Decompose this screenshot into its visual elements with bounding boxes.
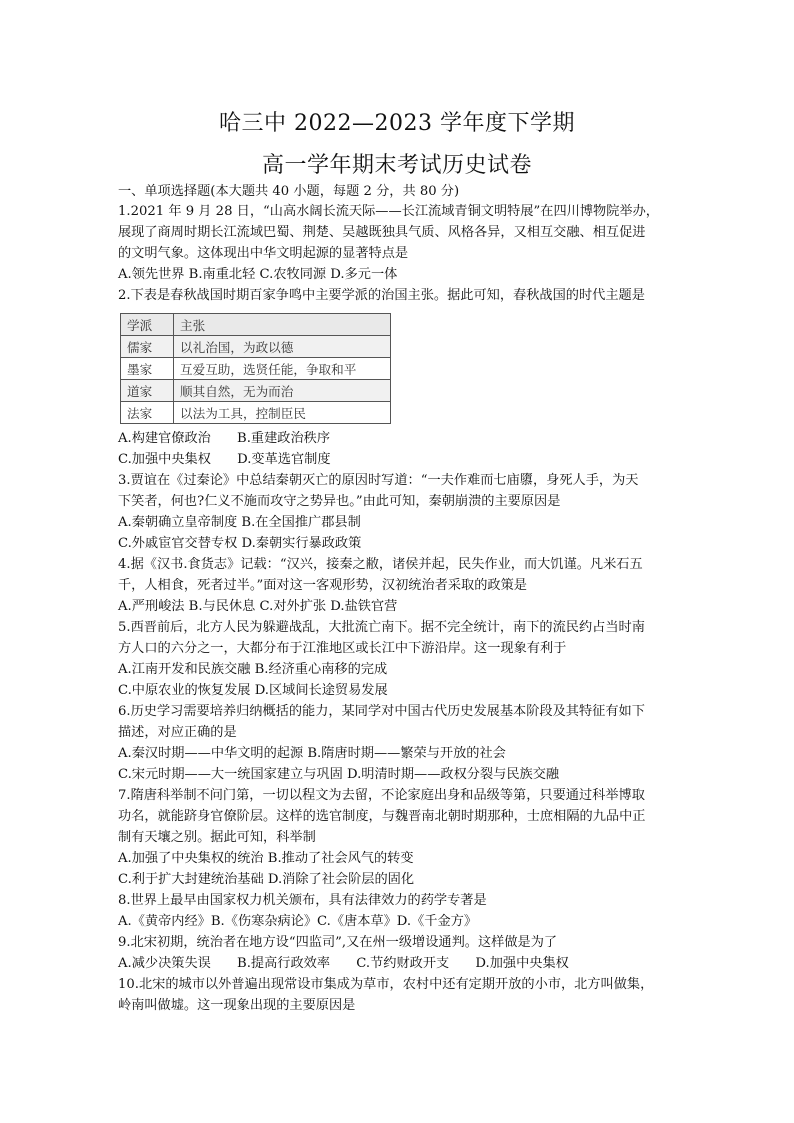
exam-subtitle: 高一学年期末考试历史试卷 xyxy=(261,153,532,178)
question-7-line-1: 7.隋唐科举制不问门第，一切以程文为去留，不论家庭出身和品级等第，只要通过科举博取 xyxy=(118,788,645,803)
table-cell: 以法为工具，控制臣民 xyxy=(174,402,391,424)
option-b[interactable]: B.在全国推广郡县制 xyxy=(241,515,361,530)
question-1-line-2: 展现了商周时期长江流域巴蜀、荆楚、吴越既独具气质、风格各异，又相互交融、相互促进 xyxy=(118,225,646,240)
exam-title: 哈三中 2022—2023 学年度下学期 xyxy=(219,111,575,136)
question-3-line-1: 3.贾谊在《过秦论》中总结秦朝灭亡的原因时写道：“一夫作难而七庙隳，身死人手，为天 xyxy=(118,473,639,488)
option-c[interactable]: C.加强中央集权 xyxy=(118,452,211,467)
option-b[interactable]: B.《伤寒杂病论》 xyxy=(210,914,318,929)
option-d[interactable]: D.消除了社会阶层的固化 xyxy=(267,872,415,887)
section-heading: 一、单项选择题(本大题共 40 小题，每题 2 分，共 80 分) xyxy=(118,184,460,199)
option-c[interactable]: C.中原农业的恢复发展 xyxy=(118,683,251,698)
option-b[interactable]: B.南重北轻 xyxy=(188,267,256,282)
option-b[interactable]: B.重建政治秩序 xyxy=(237,431,331,446)
option-a[interactable]: A.严刑峻法 xyxy=(118,599,185,614)
option-d[interactable]: D.秦朝实行暴政政策 xyxy=(241,536,362,551)
question-10-line-1: 10.北宋的城市以外普遍出现常设市集成为草市，农村中还有定期开放的小市，北方叫做集， xyxy=(118,977,654,992)
table-cell: 道家 xyxy=(121,380,174,402)
question-1-options xyxy=(118,266,397,284)
question-9-line-1: 9.北宋初期，统治者在地方设“四监司”,又在州一级增设通判。这样做是为了 xyxy=(118,935,558,950)
question-1-line-3: 的文明气象。这体现出中华文明起源的显著特点是 xyxy=(118,246,409,261)
option-d[interactable]: D.盐铁官营 xyxy=(330,599,398,614)
question-3-line-2: 下笑者，何也?仁义不施而攻守之势异也。”由此可知，秦朝崩溃的主要原因是 xyxy=(118,494,561,509)
question-2-options-row-2 xyxy=(118,451,331,469)
question-6-line-1: 6.历史学习需要培养归纳概括的能力，某同学对中国古代历史发展基本阶段及其特征有如下 xyxy=(118,704,645,719)
question-4-options xyxy=(118,598,397,616)
question-5-line-2: 方人口的六分之一，大都分布于江淮地区或长江中下游沿岸。这一现象有利于 xyxy=(118,641,567,656)
table-row xyxy=(121,402,391,424)
schools-table xyxy=(120,313,391,424)
question-6-options-row-1 xyxy=(118,745,506,763)
option-a[interactable]: A.加强了中央集权的统治 xyxy=(118,851,264,866)
option-a[interactable]: A.构建官僚政治 xyxy=(118,431,211,446)
option-c[interactable]: C.利于扩大封建统治基础 xyxy=(118,872,264,887)
option-c[interactable]: C.宋元时期——大一统国家建立与巩固 xyxy=(118,767,343,782)
table-cell: 互爱互助，选贤任能，争取和平 xyxy=(174,358,391,380)
option-b[interactable]: B.隋唐时期——繁荣与开放的社会 xyxy=(307,746,506,761)
question-7-options-row-2 xyxy=(118,871,414,889)
option-d[interactable]: D.加强中央集权 xyxy=(475,956,569,971)
question-5-options-row-2 xyxy=(118,682,388,700)
question-8-options xyxy=(118,913,477,931)
option-c[interactable]: C.对外扩张 xyxy=(259,599,327,614)
table-header-cell: 主张 xyxy=(174,314,391,336)
option-a[interactable]: A.领先世界 xyxy=(118,267,185,282)
table-cell: 儒家 xyxy=(121,336,174,358)
question-7-line-3: 制有天壤之别。据此可知，科举制 xyxy=(118,830,316,845)
question-4-line-1: 4.据《汉书.食货志》记载：“汉兴，接秦之敝，诸侯并起，民失作业，而大饥谨。凡米石五 xyxy=(118,557,643,572)
option-b[interactable]: B.推动了社会风气的转变 xyxy=(267,851,414,866)
question-6-options-row-2 xyxy=(118,766,559,784)
option-a[interactable]: A.《黄帝内经》 xyxy=(118,914,211,929)
option-c[interactable]: C.外戚宦官交替专权 xyxy=(118,536,238,551)
question-10-line-2: 岭南叫做墟。这一现象出现的主要原因是 xyxy=(118,998,356,1013)
option-d[interactable]: D.区域间长途贸易发展 xyxy=(254,683,388,698)
option-b[interactable]: B.经济重心南移的完成 xyxy=(254,662,388,677)
table-cell: 以礼治国，为政以德 xyxy=(174,336,391,358)
question-7-options-row-1 xyxy=(118,850,414,868)
option-a[interactable]: A.秦朝确立皇帝制度 xyxy=(118,515,238,530)
question-8-line-1: 8.世界上最早由国家权力机关颁布，具有法律效力的药学专著是 xyxy=(118,893,487,908)
option-d[interactable]: D.《千金方》 xyxy=(396,914,478,929)
question-1-line-1: 1.2021 年 9 月 28 日，“山高水阔长流天际——长江流域青铜文明特展”在四川博物院举办， xyxy=(118,204,659,219)
table-cell: 墨家 xyxy=(121,358,174,380)
table-cell: 顺其自然，无为而治 xyxy=(174,380,391,402)
question-2-options-row-1 xyxy=(118,430,330,448)
question-4-line-2: 千，人相食，死者过半。”面对这一客观形势，汉初统治者采取的政策是 xyxy=(118,578,527,593)
question-3-options-row-1 xyxy=(118,514,361,532)
table-row xyxy=(121,336,391,358)
table-cell: 法家 xyxy=(121,402,174,424)
table-header-row xyxy=(121,314,391,336)
option-a[interactable]: A.秦汉时期——中华文明的起源 xyxy=(118,746,304,761)
option-c[interactable]: C.农牧同源 xyxy=(259,267,327,282)
question-5-line-1: 5.西晋前后，北方人民为躲避战乱，大批流亡南下。据不完全统计，南下的流民约占当时南 xyxy=(118,620,645,635)
table-row xyxy=(121,358,391,380)
question-3-options-row-2 xyxy=(118,535,361,553)
question-2-line-1: 2.下表是春秋战国时期百家争鸣中主要学派的治国主张。据此可知，春秋战国的时代主题是 xyxy=(118,288,645,303)
question-6-line-2: 描述，对应正确的是 xyxy=(118,725,237,740)
question-7-line-2: 功名，就能跻身官僚阶层。这样的选官制度，与魏晋南北朝时期那种，士庶相隔的九品中正 xyxy=(118,809,646,824)
table-header-cell: 学派 xyxy=(121,314,174,336)
option-b[interactable]: B.与民休息 xyxy=(188,599,256,614)
option-d[interactable]: D.变革选官制度 xyxy=(237,452,331,467)
option-d[interactable]: D.明清时期——政权分裂与民族交融 xyxy=(347,767,560,782)
question-9-options xyxy=(118,955,569,973)
option-d[interactable]: D.多元一体 xyxy=(330,267,398,282)
option-b[interactable]: B.提高行政效率 xyxy=(237,956,331,971)
question-5-options-row-1 xyxy=(118,661,387,679)
table-row xyxy=(121,380,391,402)
option-a[interactable]: A.减少决策失误 xyxy=(118,956,211,971)
option-c[interactable]: C.《唐本草》 xyxy=(317,914,397,929)
option-a[interactable]: A.江南开发和民族交融 xyxy=(118,662,251,677)
option-c[interactable]: C.节约财政开支 xyxy=(356,956,450,971)
